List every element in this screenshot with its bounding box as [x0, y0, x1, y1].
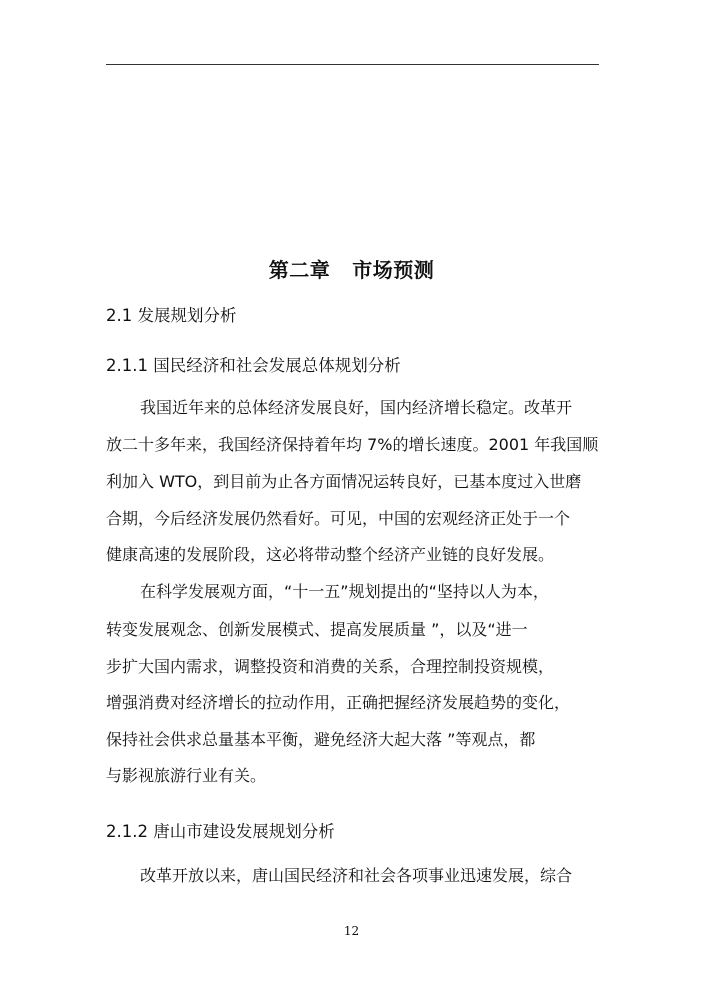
paragraph-line: 步扩大国内需求，调整投资和消费的关系，合理控制投资规模，	[106, 657, 555, 676]
section-heading-2-1-2: 2.1.2 唐山市建设发展规划分析	[106, 822, 335, 841]
paragraph-line: 转变发展观念、创新发展模式、提高发展质量 ”，以及“进一	[106, 620, 528, 639]
paragraph-line: 我国近年来的总体经济发展良好，国内经济增长稳定。改革开	[140, 398, 573, 417]
paragraph-line: 改革开放以来，唐山国民经济和社会各项事业迅速发展，综合	[140, 866, 573, 885]
section-heading-2-1-1: 2.1.1 国民经济和社会发展总体规划分析	[106, 356, 401, 375]
chapter-name: 市场预测	[352, 258, 435, 282]
chapter-title	[0, 254, 703, 283]
paragraph-line: 合期，今后经济发展仍然看好。可见，中国的宏观经济正处于一个	[106, 509, 571, 528]
paragraph-line: 利加入 WTO，到目前为止各方面情况运转良好，已基本度过入世磨	[106, 472, 582, 491]
header-rule	[106, 64, 599, 65]
chapter-number: 第二章	[268, 258, 331, 282]
page-number: 12	[343, 924, 360, 938]
paragraph-line: 健康高速的发展阶段，这必将带动整个经济产业链的良好发展。	[106, 545, 555, 564]
paragraph-line: 放二十多年来，我国经济保持着年均 7%的增长速度。2001 年我国顺	[106, 435, 599, 454]
paragraph-line: 与影视旅游行业有关。	[106, 766, 267, 785]
paragraph-line: 在科学发展观方面，“十一五”规划提出的“坚持以人为本，	[140, 582, 549, 601]
paragraph-line: 保持社会供求总量基本平衡，避免经济大起大落 ”等观点，都	[106, 730, 536, 749]
paragraph-line: 增强消费对经济增长的拉动作用，正确把握经济发展趋势的变化，	[106, 693, 571, 712]
section-heading-2-1: 2.1 发展规划分析	[106, 306, 237, 325]
